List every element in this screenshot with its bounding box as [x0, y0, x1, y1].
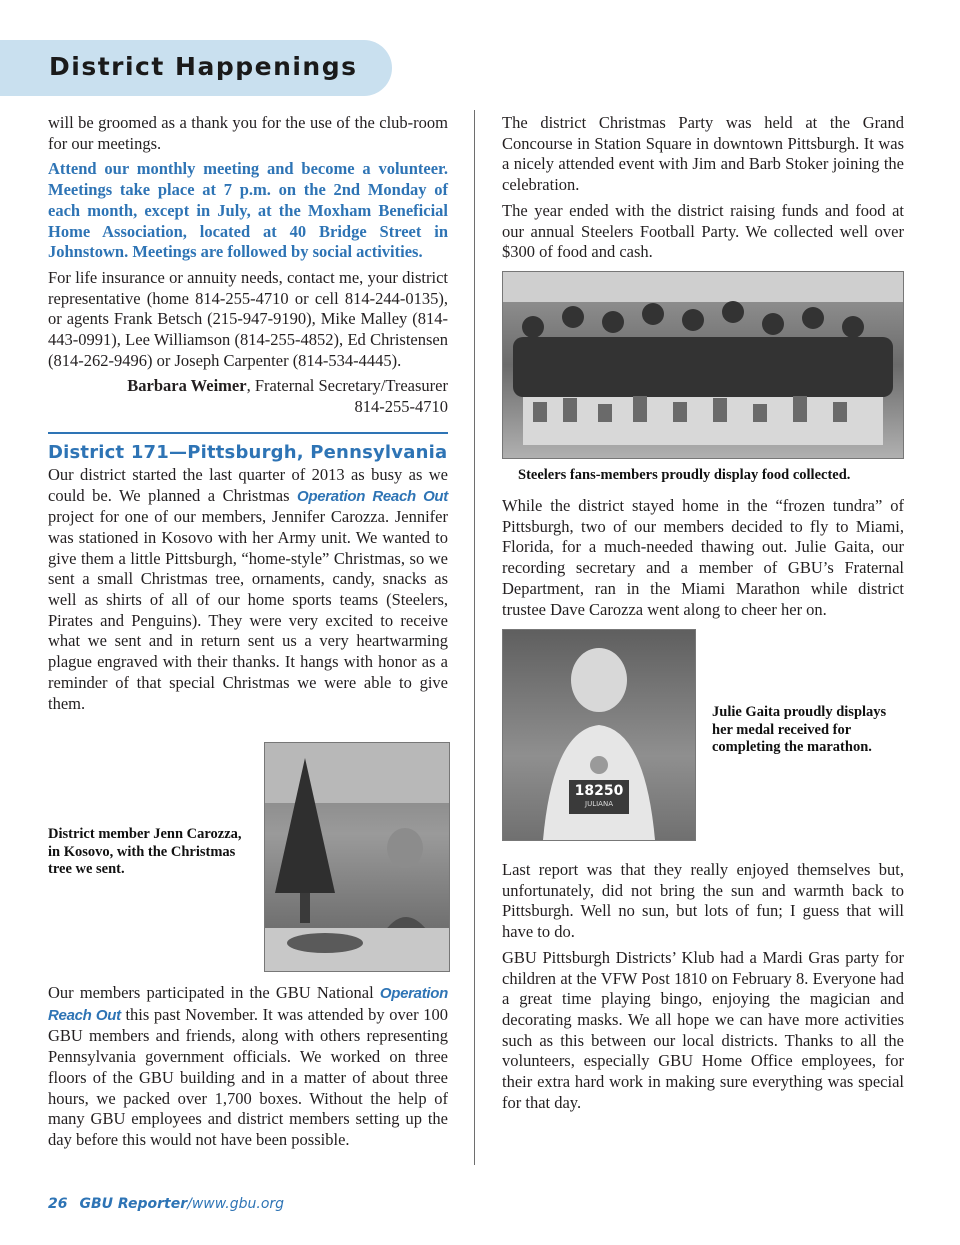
caption-jenn: District member Jenn Carozza, in Kosovo, with the Christmas tree we sent. — [48, 826, 242, 877]
page-footer — [48, 1196, 284, 1212]
race-bib-number: 18250 — [574, 783, 624, 799]
publication-name: GBU Reporter — [79, 1196, 188, 1212]
paragraph: will be groomed as a thank you for the use of the club-room for our meetings. — [48, 113, 448, 153]
left-column-bottom — [48, 983, 448, 1156]
page-title: District Happenings — [49, 52, 358, 81]
paragraph: The district Christmas Party was held at the Grand Concourse in Station Square in downtown Pittsburgh. It was a nicely attended event with Jim and Barb Stoker joining the celebration. — [502, 113, 904, 195]
paragraph: Last report was that they really enjoyed themselves but, unfortunately, did not bring the sun and warmth back to Pittsburgh. Well no sun, but lots of fun; I guess that will have to do. — [502, 860, 904, 942]
right-column — [502, 113, 904, 268]
photo-christmas-tree-kosovo — [264, 742, 450, 972]
operation-reach-out-logo: Operation Reach Out — [48, 985, 448, 1024]
section-rule — [48, 432, 448, 434]
text-run: project for one of our members, Jennifer Carozza. Jennifer was stationed in Kosovo with her Army unit. We wanted to give them a little Pittsburgh, “home-style” Christmas, so we sent a small Christmas tree, ornaments, candy, snacks as well as shirts of all of our home sports teams (Steelers, Pirates and Penguins). They were very excited to receive what we sent and in return sent us a very heartwarming plague engraved with their thanks. It hangs with honor as a reminder of that special Christmas we were able to give them. — [48, 507, 448, 713]
right-column-mid — [502, 496, 904, 625]
left-column — [48, 113, 448, 719]
meeting-notice: Attend our monthly meeting and become a volunteer. Meetings take place at 7 p.m. on the 2nd Monday of each month, except in July, at the Moxham Beneficial Home Association, located at 40 Bridge Street in Johnstown. Meetings are followed by social activities. — [48, 159, 448, 262]
paragraph — [48, 465, 448, 714]
text-run: this past November. It was attended by over 100 GBU members and friends, along with others representing Pennsylvania government officials. We worked on three floors of the GBU building and in a matter of about three hours, we packed over 1,700 boxes. Without the help of many GBU employees and district members setting up the day before this would not have been possible. — [48, 1004, 448, 1149]
signature-name: Barbara Weimer — [127, 376, 247, 396]
signature — [48, 376, 448, 397]
section-title: District 171—Pittsburgh, Pennsylvania — [48, 441, 448, 463]
paragraph: GBU Pittsburgh Districts’ Klub had a Mardi Gras party for children at the VFW Post 1810 on February 8. Everyone had a great time playing bingo, enjoying the magician and decorating masks. We all hope we can have more activities such as this between our local districts. Thanks to all the volunteers, especially GBU Home Office employees, for their extra hard work in making sure everything was special for that day. — [502, 947, 904, 1112]
photo-julie-marathon — [502, 629, 696, 841]
signature-phone: 814-255-4710 — [354, 397, 448, 417]
operation-reach-out-logo: Operation Reach Out — [296, 487, 448, 505]
caption-julie: Julie Gaita proudly displays her medal received for completing the marathon. — [712, 704, 887, 755]
caption-steelers: Steelers fans-members proudly display food collected. — [518, 467, 851, 483]
signature-role: , Fraternal Secretary/Treasurer — [246, 376, 448, 396]
text-run: Our district started the last quarter of 2013 as busy as we could be. We planned a Christmas — [48, 464, 448, 505]
page-number: 26 — [48, 1196, 68, 1212]
publication-url: /www.gbu.org — [187, 1196, 285, 1212]
race-bib-name: JULIANA — [585, 800, 613, 808]
text-run: Our members participated in the GBU National — [48, 983, 380, 1002]
column-divider — [474, 110, 475, 1165]
paragraph: The year ended with the district raising funds and food at our annual Steelers Football Party. We collected well over $300 of food and cash. — [502, 200, 904, 262]
group-illustration — [503, 272, 903, 458]
paragraph: While the district stayed home in the “frozen tundra” of Pittsburgh, two of our members decided to fly to Miami, Florida, for a much-needed thawing out. Julie Gaita, our recording secretary and a member of GBU’s Fraternal Department, ran in the Miami Marathon while district trustee Dave Carozza went along to cheer her on. — [502, 496, 904, 619]
right-column-bottom — [502, 860, 904, 1118]
paragraph: For life insurance or annuity needs, contact me, your district representative (home 814-255-4710 or cell 814-244-0135), or agents Frank Betsch (215-947-9190), Mike Malley (814-443-0991), Lee Williamson (814-255-4852), Ed Christensen (814-262-9496) or Joseph Carpenter (814-534-4445). — [48, 267, 448, 370]
paragraph — [48, 983, 448, 1151]
runner-illustration — [503, 630, 695, 840]
tree-illustration — [265, 743, 449, 971]
photo-steelers-food-drive — [502, 271, 904, 459]
